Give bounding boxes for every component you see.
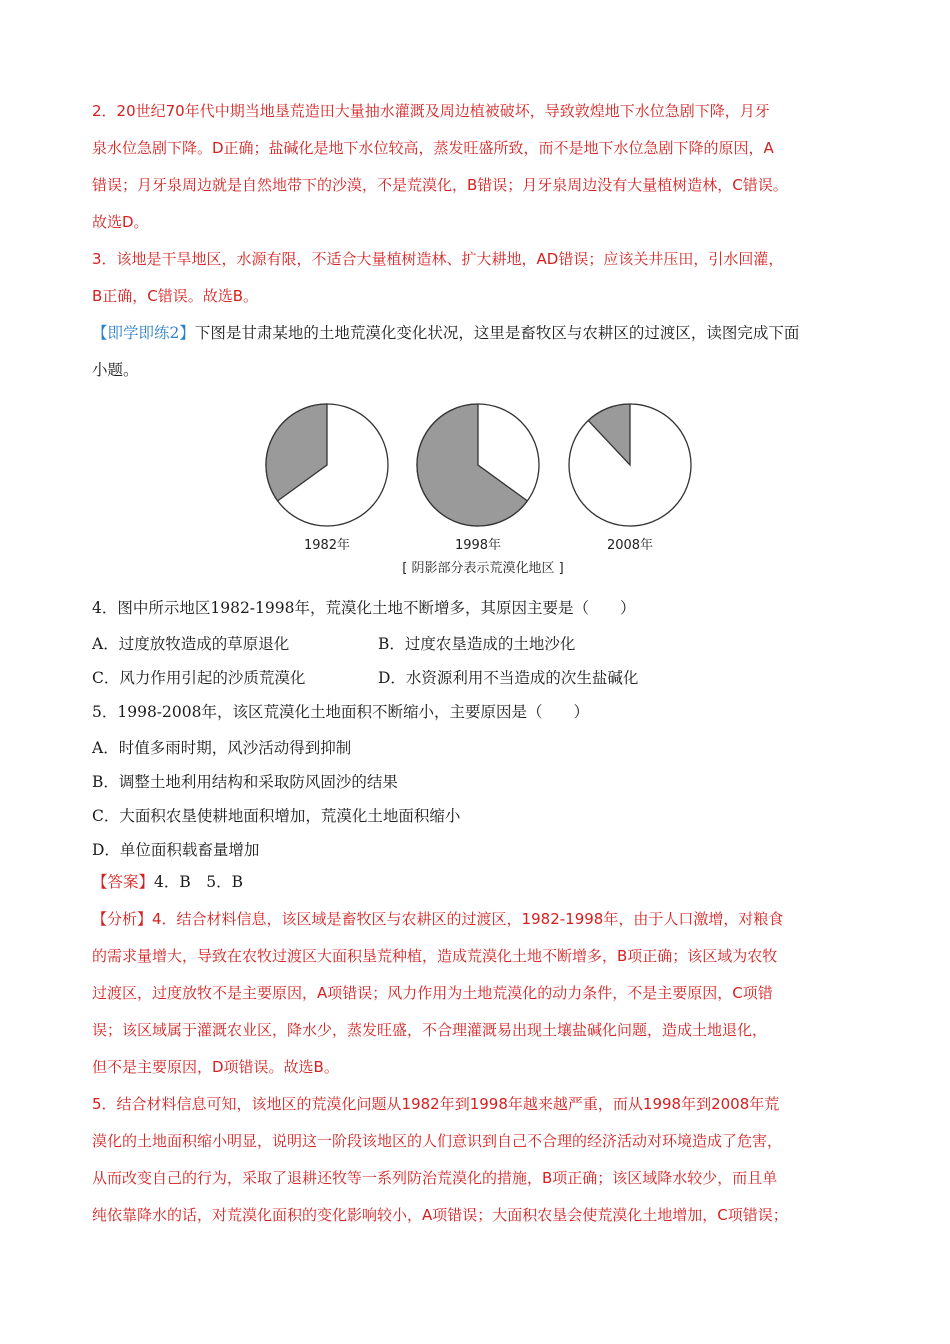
analysis-q5-line-4: 纯依靠降水的话，对荒漠化面积的变化影响较小，A项错误；大面积农垦会使荒漠化土地增加，C项错误； xyxy=(92,1206,788,1224)
answer-tag: 【答案】 xyxy=(92,873,155,891)
practice-tag: 【即学即练2】 xyxy=(92,324,195,342)
analysis-q5-line-1: 5．结合材料信息可知，该地区的荒漠化问题从1982年到1998年越来越严重，而从1998年到2008年荒 xyxy=(92,1095,780,1113)
q4-option-d[interactable]: D．水资源利用不当造成的次生盐碱化 xyxy=(378,669,639,687)
answer-line xyxy=(92,864,862,901)
analysis-q4-text-1: 4．结合材料信息，该区域是畜牧区与农耕区的过渡区，1982-1998年，由于人口激增，对粮食 xyxy=(152,910,784,928)
practice-stem-line-1 xyxy=(92,315,862,352)
analysis-tag: 【分析】 xyxy=(92,910,153,928)
analysis-q4-line-5: 但不是主要原因，D项错误。故选B。 xyxy=(92,1058,339,1076)
desertification-pie-charts xyxy=(0,395,950,585)
analysis-q5-line-3: 从而改变自己的行为，采取了退耕还牧等一系列防治荒漠化的措施，B项正确；该区域降水较少，而且单 xyxy=(92,1169,778,1187)
analysis-q2-line-2: 泉水位急剧下降。D正确；盐碱化是地下水位较高，蒸发旺盛所致，而不是地下水位急剧下降的原因，A xyxy=(92,139,774,157)
practice-stem-text: 下图是甘肃某地的土地荒漠化变化状况，这里是畜牧区与农耕区的过渡区，读图完成下面 xyxy=(194,324,800,342)
q5-option-b[interactable]: B．调整土地利用结构和采取防风固沙的结果 xyxy=(92,773,398,791)
pie-label-1: 1998年 xyxy=(454,538,502,553)
q4-stem: 4．图中所示地区1982-1998年，荒漠化土地不断增多，其原因主要是（ ） xyxy=(92,599,636,617)
q4-option-b[interactable]: B．过度农垦造成的土地沙化 xyxy=(378,635,576,653)
analysis-q4-line-2: 的需求量增大，导致在农牧过渡区大面积垦荒种植，造成荒漠化土地不断增多，B项正确；该区域为农牧 xyxy=(92,947,778,965)
analysis-q2-line-4: 故选D。 xyxy=(92,213,149,231)
analysis-q4-line-4: 误；该区域属于灌溉农业区，降水少，蒸发旺盛，不合理灌溉易出现土壤盐碱化问题，造成土地退化， xyxy=(92,1021,768,1039)
analysis-q3-line-1: 3．该地是干旱地区，水源有限，不适合大量植树造林、扩大耕地，AD错误；应该关井压田，引水回灌， xyxy=(92,250,784,268)
analysis-q2-line-3: 错误；月牙泉周边就是自然地带下的沙漠，不是荒漠化，B错误；月牙泉周边没有大量植树造林，C错误。 xyxy=(92,176,788,194)
analysis-q3-line-2: B正确，C错误。故选B。 xyxy=(92,287,259,305)
q5-option-a[interactable]: A．时值多雨时期，风沙活动得到抑制 xyxy=(92,739,352,757)
q4-option-c[interactable]: C．风力作用引起的沙质荒漠化 xyxy=(92,669,306,687)
q4-option-a[interactable]: A．过度放牧造成的草原退化 xyxy=(92,635,290,653)
chart-caption: [ 阴影部分表示荒漠化地区 ] xyxy=(402,561,564,576)
analysis-q5-line-2: 漠化的土地面积缩小明显，说明这一阶段该地区的人们意识到自己不合理的经济活动对环境造成了危害， xyxy=(92,1132,783,1150)
q5-stem: 5．1998-2008年，该区荒漠化土地面积不断缩小，主要原因是（ ） xyxy=(92,703,589,721)
pie-label-2: 2008年 xyxy=(606,538,654,553)
q5-option-d[interactable]: D．单位面积载畜量增加 xyxy=(92,841,260,859)
q5-option-c[interactable]: C．大面积农垦使耕地面积增加，荒漠化土地面积缩小 xyxy=(92,807,461,825)
analysis-q2-line-1: 2．20世纪70年代中期当地垦荒造田大量抽水灌溉及周边植被破坏，导致敦煌地下水位急剧下降，月牙 xyxy=(92,102,770,120)
pie-label-0: 1982年 xyxy=(303,538,351,553)
practice-stem-line-2: 小题。 xyxy=(92,361,139,379)
analysis-q4-line-1 xyxy=(92,901,862,938)
answer-text: 4．B 5．B xyxy=(154,873,244,891)
analysis-q4-line-3: 过渡区，过度放牧不是主要原因，A项错误；风力作用为土地荒漠化的动力条件，不是主要原因，C项错 xyxy=(92,984,773,1002)
